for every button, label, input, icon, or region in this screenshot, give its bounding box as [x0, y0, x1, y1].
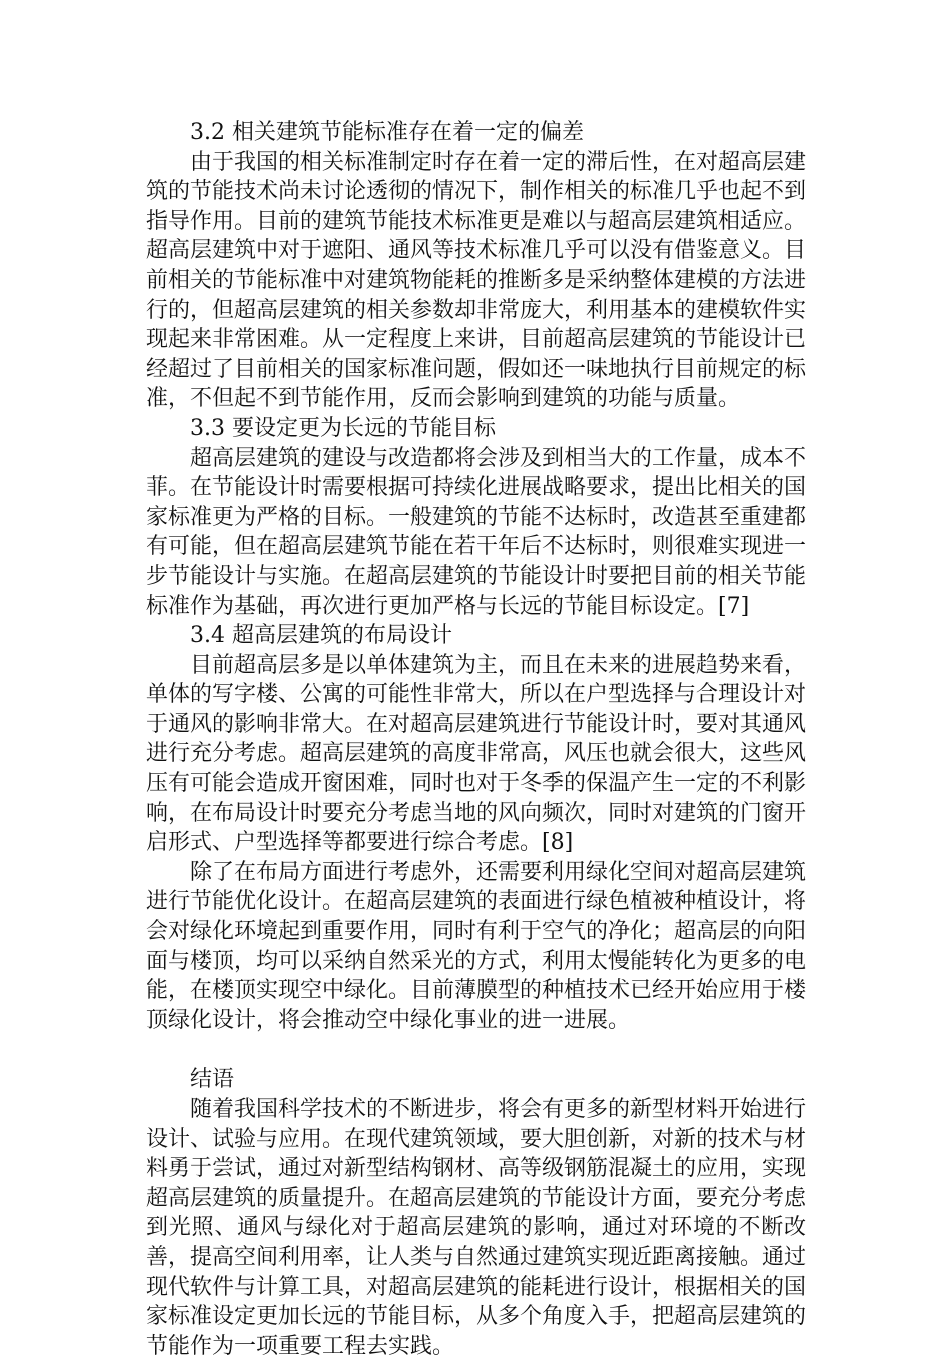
section-heading-3-3: 3.3 要设定更为长远的节能目标 [190, 415, 496, 441]
conclusion-heading: 结语 [190, 1067, 235, 1093]
section-3-4-paragraph-2: 除了在布局方面进行考虑外，还需要利用绿化空间对超高层建筑进行节能优化设计。在超高层建筑的表面进行绿色植被种植设计，将会对绿化环境起到重要作用，同时有利于空气的净化；超高层的向阳面与楼顶，均可以采纳自然采光的方式，利用太慢能转化为更多的电能，在楼顶实现空中绿化。目前薄膜型的种植技术已经开始应用于楼顶绿化设计，将会推动空中绿化事业的进一进展。 [146, 859, 807, 1033]
section-heading-3-4: 3.4 超高层建筑的布局设计 [190, 623, 452, 649]
section-3-3-paragraph: 超高层建筑的建设与改造都将会涉及到相当大的工作量，成本不菲。在节能设计时需要根据可持续化进展战略要求，提出比相关的国家标准更为严格的目标。一般建筑的节能不达标时，改造甚至重建都有可能，但在超高层建筑节能在若干年后不达标时，则很难实现进一步节能设计与实施。在超高层建筑的节能设计时要把目前的相关节能标准作为基础，再次进行更加严格与长远的节能目标设定。[7] [146, 445, 807, 619]
section-spacer [146, 1035, 806, 1065]
section-3-2-paragraph: 由于我国的相关标准制定时存在着一定的滞后性，在对超高层建筑的节能技术尚未讨论透彻的情况下，制作相关的标准几乎也起不到指导作用。目前的建筑节能技术标准更是难以与超高层建筑相适应。超高层建筑中对于遮阳、通风等技术标准几乎可以没有借鉴意义。目前相关的节能标准中对建筑物能耗的推断多是采纳整体建模的方法进行的，但超高层建筑的相关参数却非常庞大，利用基本的建模软件实现起来非常困难。从一定程度上来讲，目前超高层建筑的节能设计已经超过了目前相关的国家标准问题，假如还一味地执行目前规定的标准，不但起不到节能作用，反而会影响到建筑的功能与质量。 [146, 149, 807, 412]
document-body [146, 118, 806, 1361]
section-heading-3-2: 3.2 相关建筑节能标准存在着一定的偏差 [190, 120, 584, 145]
conclusion-paragraph: 随着我国科学技术的不断进步，将会有更多的新型材料开始进行设计、试验与应用。在现代建筑领域，要大胆创新，对新的技术与材料勇于尝试，通过对新型结构钢材、高等级钢筋混凝土的应用，实现超高层建筑的质量提升。在超高层建筑的节能设计方面，要充分考虑到光照、通风与绿化对于超高层建筑的影响，通过对环境的不断改善，提高空间利用率，让人类与自然通过建筑实现近距离接触。通过现代软件与计算工具，对超高层建筑的能耗进行设计，根据相关的国家标准设定更加长远的节能目标，从多个角度入手，把超高层建筑的节能作为一项重要工程去实践。 [146, 1097, 807, 1359]
section-3-4-paragraph-1: 目前超高层多是以单体建筑为主，而且在未来的进展趋势来看，单体的写字楼、公寓的可能性非常大，所以在户型选择与合理设计对于通风的影响非常大。在对超高层建筑进行节能设计时，要对其通风进行充分考虑。超高层建筑的高度非常高，风压也就会很大，这些风压有可能会造成开窗困难，同时也对于冬季的保温产生一定的不利影响，在布局设计时要充分考虑当地的风向频次，同时对建筑的门窗开启形式、户型选择等都要进行综合考虑。[8] [146, 652, 807, 856]
